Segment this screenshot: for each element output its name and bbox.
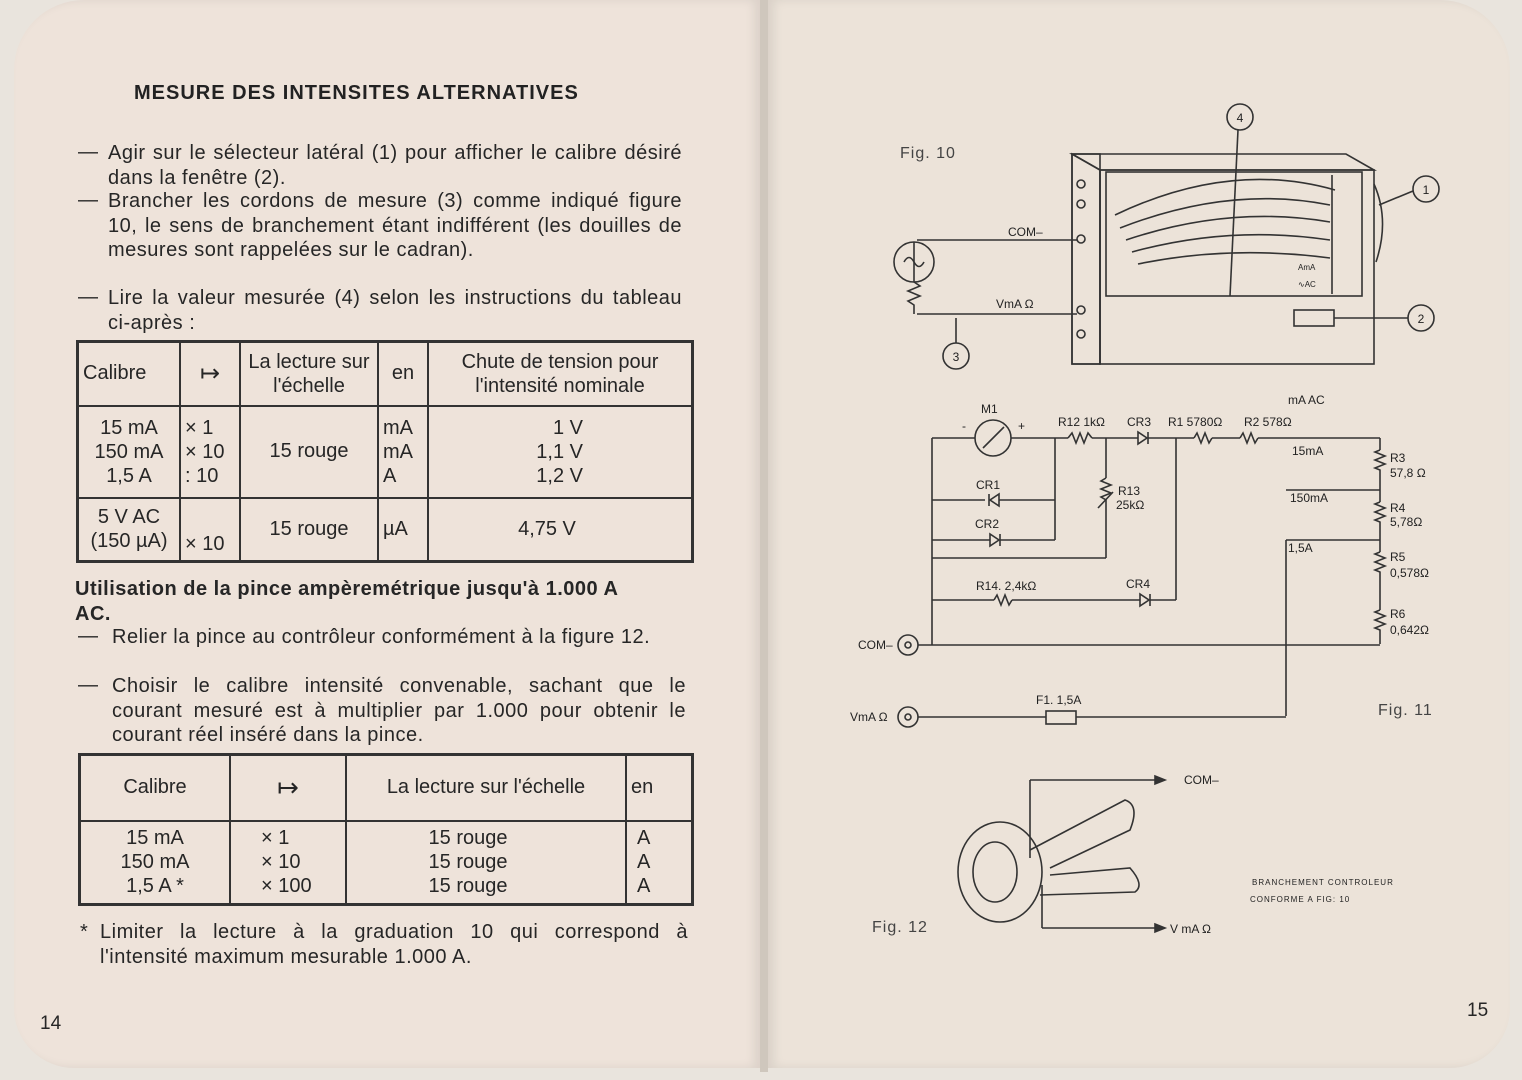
header-en: en (626, 755, 693, 821)
r13-label: R13 (1118, 484, 1141, 498)
unit-value: mA (383, 440, 413, 463)
fig12-label: Fig. 12 (872, 919, 928, 936)
header-calibre: Calibre (78, 342, 181, 406)
fig11-vma-label: VmA Ω (850, 710, 888, 724)
r4-label: R4 (1390, 501, 1406, 515)
calibre-value: 150 mA (120, 851, 190, 874)
fig12-note-2: CONFORME A FIG: 10 (1250, 895, 1351, 904)
step-dash: — (78, 625, 98, 647)
step-1-text: Agir sur le sélecteur latéral (1) pour afficher le calibre désiré dans la fenêtre (2). (108, 142, 682, 189)
unit-value: A (637, 851, 651, 874)
pince-step-1-text: Relier la pince au contrôleur conformément à la figure 12. (112, 626, 651, 648)
calibre-value: 1,5 A (106, 464, 152, 487)
header-arrow-icon: ↦ (180, 342, 240, 406)
step-dash: — (78, 674, 98, 696)
fig12-note-1: BRANCHEMENT CONTROLEUR (1252, 878, 1394, 887)
multiplier-value: × 10 (185, 440, 225, 463)
header-en: en (378, 342, 428, 406)
header-lecture: La lecture sur l'échelle (346, 755, 626, 821)
multiplier-value: : 10 (185, 464, 219, 487)
calibre-value: 1,5 A * (126, 875, 184, 898)
unit-value: A (637, 827, 651, 850)
lecture-value: 15 rouge (428, 827, 508, 850)
tap-150ma: 150mA (1290, 491, 1329, 505)
maac-label: mA AC (1288, 393, 1325, 407)
cr3-label: CR3 (1127, 415, 1152, 429)
fig10-multimeter (894, 104, 1439, 369)
fuse-label: F1. 1,5A (1036, 693, 1082, 707)
step-3-text: Lire la valeur mesurée (4) selon les instructions du tableau ci-après : (108, 287, 682, 334)
multiplier-value: × 1 (261, 827, 290, 850)
multiplier-value: × 10 (180, 498, 240, 562)
r13-value: 25kΩ (1116, 498, 1145, 512)
lecture-value: 15 rouge (240, 498, 378, 562)
r1-label: R1 5780Ω (1168, 415, 1223, 429)
r5-value: 0,578Ω (1390, 566, 1429, 580)
cr4-label: CR4 (1126, 577, 1151, 591)
header-chute: Chute de tension pour l'intensité nominale (428, 342, 693, 406)
m1-label: M1 (981, 402, 998, 416)
fig10-com-label: COM– (1008, 225, 1043, 239)
fig12-com-label: COM– (1184, 773, 1219, 787)
r14-label: R14. 2,4kΩ (976, 579, 1037, 593)
section-title: Utilisation de la pince ampèremétrique jusqu'à 1.000 A AC. (75, 578, 618, 625)
cr2-label: CR2 (975, 517, 1000, 531)
r6-value: 0,642Ω (1390, 623, 1429, 637)
fig10-vma-label: VmA Ω (996, 297, 1034, 311)
callout-3: 3 (952, 350, 960, 364)
chute-value: 1,2 V (536, 464, 583, 487)
lecture-value: 15 rouge (428, 875, 508, 898)
r3-value: 57,8 Ω (1390, 466, 1426, 480)
tap-15a: 1,5A (1288, 541, 1313, 555)
cr1-label: CR1 (976, 478, 1001, 492)
calibre-value: 150 mA (94, 440, 164, 463)
page-number-left: 14 (40, 1013, 62, 1034)
lecture-value: 15 rouge (240, 406, 378, 498)
callout-2: 2 (1417, 312, 1425, 326)
pince-step-2-text: Choisir le calibre intensité convenable, sachant que le courant mesuré est à multiplier par 1.000 pour obtenir le courant réel inséré dans la pince. (112, 675, 686, 746)
fig11-com-label: COM– (858, 638, 893, 652)
tap-15ma: 15mA (1292, 444, 1324, 458)
chute-value: 1,1 V (536, 440, 583, 463)
unit-value: A (637, 875, 651, 898)
callout-1: 1 (1422, 183, 1430, 197)
r3-label: R3 (1390, 451, 1406, 465)
fig10-label: Fig. 10 (900, 145, 956, 162)
step-dash: — (78, 286, 98, 308)
page-number-right: 15 (1467, 1000, 1489, 1021)
step-dash: — (78, 141, 98, 163)
r2-label: R2 578Ω (1244, 415, 1292, 429)
footnote-star: * (80, 921, 88, 943)
calibre-value: 5 V AC (97, 506, 161, 529)
chute-value: 4,75 V (428, 498, 693, 562)
r4-value: 5,78Ω (1390, 515, 1423, 529)
multiplier-value: × 10 (261, 851, 301, 874)
fig11-circuit (898, 420, 1385, 727)
header-arrow-icon: ↦ (230, 755, 346, 821)
header-calibre: Calibre (80, 755, 231, 821)
m1-minus: - (962, 419, 966, 433)
footnote-text: Limiter la lecture à la graduation 10 qui correspond à l'intensité maximum mesurable 1.000 A. (100, 921, 688, 968)
multiplier-value: × 1 (185, 416, 214, 439)
fig12-clamp (958, 776, 1165, 932)
unit-value: mA (383, 416, 413, 439)
r5-label: R5 (1390, 550, 1406, 564)
step-dash: — (78, 189, 98, 211)
calibre-value: 15 mA (126, 827, 184, 850)
r6-label: R6 (1390, 607, 1406, 621)
step-2-text: Brancher les cordons de mesure (3) comme indiqué figure 10, le sens de branchement étant indifférent (les douilles de mesures sont rappelées sur le cadran). (108, 190, 682, 261)
fig10-dial-vac: ∿AC (1298, 280, 1316, 289)
page-title: MESURE DES INTENSITES ALTERNATIVES (134, 82, 579, 104)
calibre-value: 15 mA (100, 416, 158, 439)
chute-value: 1 V (552, 416, 583, 439)
unit-value: A (383, 464, 397, 487)
fig11-label: Fig. 11 (1378, 702, 1433, 719)
lecture-value: 15 rouge (428, 851, 508, 874)
multiplier-value: × 100 (261, 875, 312, 898)
callout-4: 4 (1236, 111, 1244, 125)
fig12-vma-label: V mA Ω (1170, 922, 1211, 936)
calibre-value: (150 µA) (90, 530, 168, 553)
unit-value: µA (378, 498, 428, 562)
header-lecture: La lecture sur l'échelle (240, 342, 378, 406)
fig10-dial-ama: AmA (1298, 263, 1316, 272)
r12-label: R12 1kΩ (1058, 415, 1105, 429)
m1-plus: + (1018, 419, 1026, 433)
